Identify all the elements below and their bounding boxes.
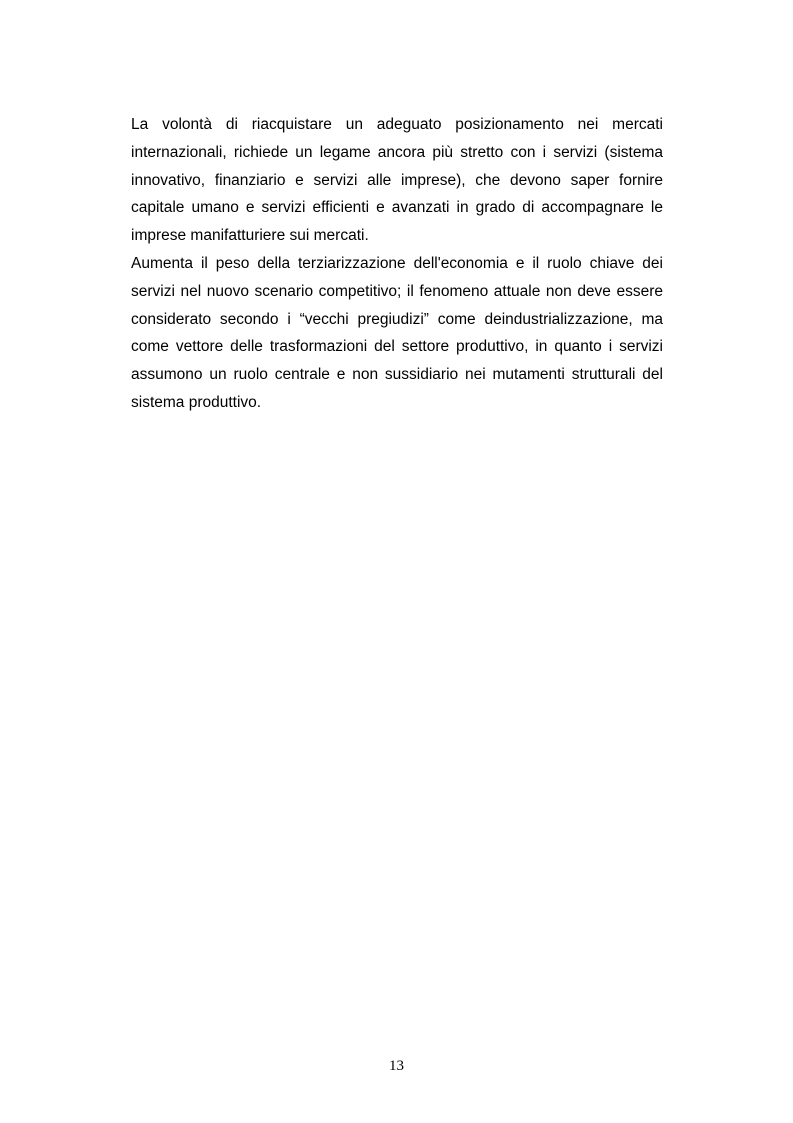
paragraph-1: La volontà di riacquistare un adeguato posizionamento nei mercati internazionali, richiede un legame ancora più stretto con i servizi (sistema innovativo, finanziario e servizi alle imprese), che devono saper fornire capitale umano e servizi efficienti e avanzati in grado di accompagnare le imprese manifatturiere sui mercati. [131, 116, 663, 245]
page-number: 13 [389, 1058, 404, 1074]
paragraph-2: Aumenta il peso della terziarizzazione dell'economia e il ruolo chiave dei servizi nel nuovo scenario competitivo; il fenomeno attuale non deve essere considerato secondo i “vecchi pregiudizi” come deindustrializzazione, ma come vettore delle trasformazioni del settore produttivo, in quanto i servizi assumono un ruolo centrale e non sussidiario nei mutamenti strutturali del sistema produttivo. [131, 254, 663, 411]
body-text [131, 111, 663, 417]
